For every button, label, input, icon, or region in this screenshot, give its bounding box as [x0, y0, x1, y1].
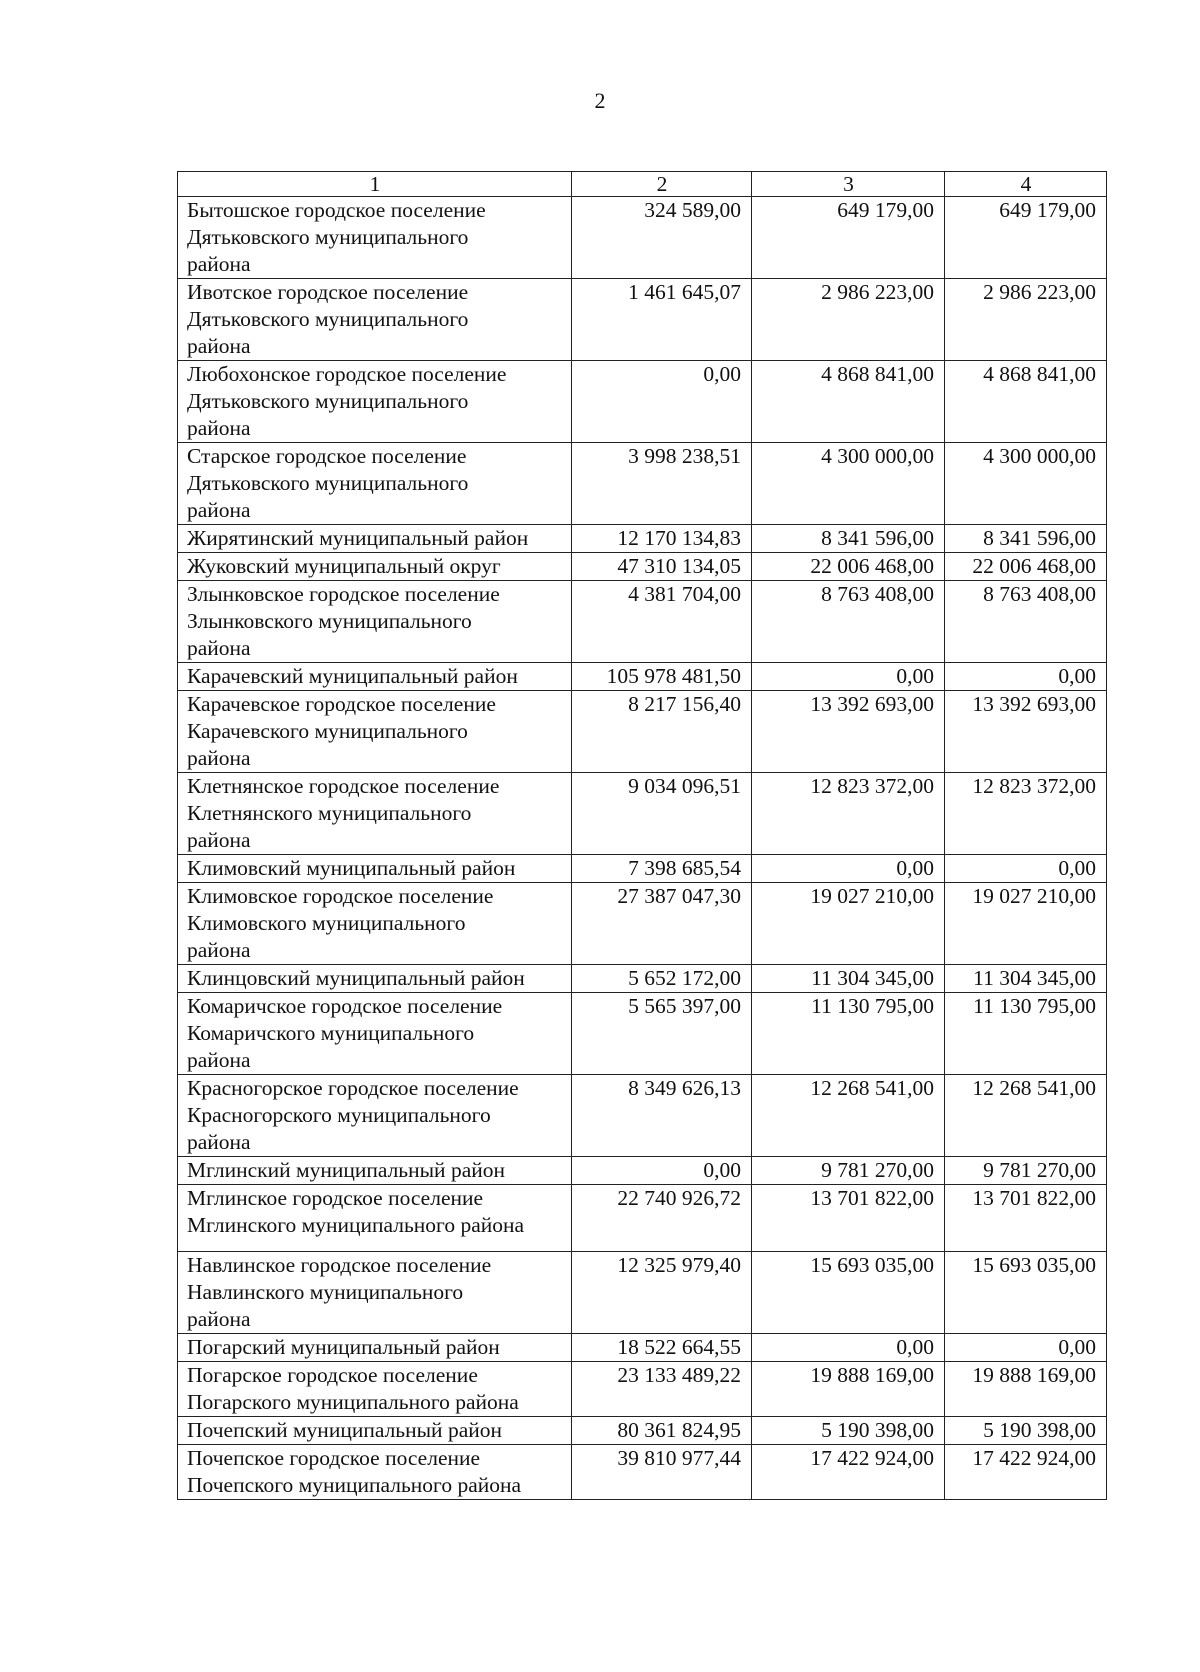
value-col-4: 5 190 398,00 [945, 1417, 1107, 1445]
value-col-4: 15 693 035,00 [945, 1252, 1107, 1334]
value-col-2: 8 349 626,13 [572, 1075, 752, 1157]
table-row [178, 525, 1107, 553]
table-row [178, 663, 1107, 691]
municipality-name: Бытошское городское поселение Дятьковского муниципального района [178, 197, 572, 279]
value-col-2: 5 652 172,00 [572, 965, 752, 993]
table-row [178, 279, 1107, 361]
value-col-4: 22 006 468,00 [945, 553, 1107, 581]
value-col-3: 19 027 210,00 [752, 883, 945, 965]
value-col-3: 2 986 223,00 [752, 279, 945, 361]
value-col-3: 22 006 468,00 [752, 553, 945, 581]
value-col-4: 8 763 408,00 [945, 581, 1107, 663]
value-col-2: 7 398 685,54 [572, 855, 752, 883]
municipality-name: Клинцовский муниципальный район [178, 965, 572, 993]
table-row [178, 581, 1107, 663]
table-row [178, 443, 1107, 525]
value-col-4: 12 823 372,00 [945, 773, 1107, 855]
value-col-4: 19 027 210,00 [945, 883, 1107, 965]
municipality-name: Погарское городское поселение Погарского муниципального района [178, 1362, 572, 1417]
value-col-3: 15 693 035,00 [752, 1252, 945, 1334]
table-row [178, 1334, 1107, 1362]
value-col-4: 0,00 [945, 663, 1107, 691]
municipality-name: Красногорское городское поселение Красногорского муниципального района [178, 1075, 572, 1157]
municipality-name: Мглинское городское поселение Мглинского муниципального района [178, 1185, 572, 1252]
municipality-name: Климовский муниципальный район [178, 855, 572, 883]
value-col-4: 9 781 270,00 [945, 1157, 1107, 1185]
page-number: 2 [594, 88, 606, 113]
municipality-name: Старское городское поселение Дятьковского муниципального района [178, 443, 572, 525]
value-col-4: 19 888 169,00 [945, 1362, 1107, 1417]
municipality-name: Любохонское городское поселение Дятьковского муниципального района [178, 361, 572, 443]
table-row [178, 965, 1107, 993]
value-col-3: 4 868 841,00 [752, 361, 945, 443]
value-col-3: 13 701 822,00 [752, 1185, 945, 1252]
value-col-2: 12 325 979,40 [572, 1252, 752, 1334]
value-col-3: 0,00 [752, 855, 945, 883]
column-header-4: 4 [945, 172, 1107, 197]
value-col-4: 8 341 596,00 [945, 525, 1107, 553]
value-col-3: 13 392 693,00 [752, 691, 945, 773]
value-col-2: 5 565 397,00 [572, 993, 752, 1075]
value-col-2: 80 361 824,95 [572, 1417, 752, 1445]
value-col-3: 5 190 398,00 [752, 1417, 945, 1445]
value-col-3: 17 422 924,00 [752, 1445, 945, 1500]
table-row [178, 773, 1107, 855]
value-col-3: 8 763 408,00 [752, 581, 945, 663]
value-col-2: 3 998 238,51 [572, 443, 752, 525]
value-col-4: 13 701 822,00 [945, 1185, 1107, 1252]
value-col-4: 0,00 [945, 1334, 1107, 1362]
municipality-name: Злынковское городское поселение Злынковского муниципального района [178, 581, 572, 663]
municipality-name: Жуковский муниципальный округ [178, 553, 572, 581]
column-header-1: 1 [178, 172, 572, 197]
value-col-2: 27 387 047,30 [572, 883, 752, 965]
value-col-3: 4 300 000,00 [752, 443, 945, 525]
budget-table [177, 171, 1107, 1500]
value-col-4: 11 304 345,00 [945, 965, 1107, 993]
municipality-name: Почепский муниципальный район [178, 1417, 572, 1445]
municipality-name: Комаричское городское поселение Комаричского муниципального района [178, 993, 572, 1075]
value-col-3: 649 179,00 [752, 197, 945, 279]
value-col-2: 47 310 134,05 [572, 553, 752, 581]
table-row [178, 1362, 1107, 1417]
value-col-3: 8 341 596,00 [752, 525, 945, 553]
municipality-name: Карачевский муниципальный район [178, 663, 572, 691]
value-col-2: 1 461 645,07 [572, 279, 752, 361]
table-row [178, 1185, 1107, 1252]
value-col-2: 23 133 489,22 [572, 1362, 752, 1417]
value-col-2: 9 034 096,51 [572, 773, 752, 855]
value-col-3: 12 823 372,00 [752, 773, 945, 855]
value-col-4: 4 868 841,00 [945, 361, 1107, 443]
municipality-name: Погарский муниципальный район [178, 1334, 572, 1362]
table-row [178, 553, 1107, 581]
value-col-2: 4 381 704,00 [572, 581, 752, 663]
value-col-3: 0,00 [752, 663, 945, 691]
value-col-2: 39 810 977,44 [572, 1445, 752, 1500]
table-row [178, 1075, 1107, 1157]
table-row [178, 1445, 1107, 1500]
value-col-2: 105 978 481,50 [572, 663, 752, 691]
municipality-name: Климовское городское поселение Климовского муниципального района [178, 883, 572, 965]
value-col-2: 324 589,00 [572, 197, 752, 279]
table-row [178, 361, 1107, 443]
table-row [178, 993, 1107, 1075]
table-row [178, 883, 1107, 965]
value-col-3: 9 781 270,00 [752, 1157, 945, 1185]
value-col-2: 18 522 664,55 [572, 1334, 752, 1362]
value-col-3: 11 130 795,00 [752, 993, 945, 1075]
municipality-name: Жирятинский муниципальный район [178, 525, 572, 553]
value-col-4: 12 268 541,00 [945, 1075, 1107, 1157]
table-row [178, 855, 1107, 883]
value-col-2: 0,00 [572, 361, 752, 443]
municipality-name: Карачевское городское поселение Карачевского муниципального района [178, 691, 572, 773]
value-col-4: 0,00 [945, 855, 1107, 883]
value-col-2: 0,00 [572, 1157, 752, 1185]
value-col-4: 649 179,00 [945, 197, 1107, 279]
value-col-4: 2 986 223,00 [945, 279, 1107, 361]
value-col-4: 4 300 000,00 [945, 443, 1107, 525]
table-row [178, 691, 1107, 773]
municipality-name: Мглинский муниципальный район [178, 1157, 572, 1185]
value-col-4: 13 392 693,00 [945, 691, 1107, 773]
municipality-name: Ивотское городское поселение Дятьковского муниципального района [178, 279, 572, 361]
value-col-2: 22 740 926,72 [572, 1185, 752, 1252]
column-header-2: 2 [572, 172, 752, 197]
value-col-3: 19 888 169,00 [752, 1362, 945, 1417]
value-col-3: 11 304 345,00 [752, 965, 945, 993]
value-col-2: 8 217 156,40 [572, 691, 752, 773]
table-row [178, 1417, 1107, 1445]
value-col-4: 17 422 924,00 [945, 1445, 1107, 1500]
value-col-2: 12 170 134,83 [572, 525, 752, 553]
column-header-3: 3 [752, 172, 945, 197]
table-row [178, 1157, 1107, 1185]
table-row [178, 1252, 1107, 1334]
value-col-3: 12 268 541,00 [752, 1075, 945, 1157]
municipality-name: Навлинское городское поселение Навлинского муниципального района [178, 1252, 572, 1334]
value-col-3: 0,00 [752, 1334, 945, 1362]
value-col-4: 11 130 795,00 [945, 993, 1107, 1075]
municipality-name: Почепское городское поселение Почепского муниципального района [178, 1445, 572, 1500]
table-row [178, 197, 1107, 279]
municipality-name: Клетнянское городское поселение Клетнянского муниципального района [178, 773, 572, 855]
header-row [178, 172, 1107, 197]
